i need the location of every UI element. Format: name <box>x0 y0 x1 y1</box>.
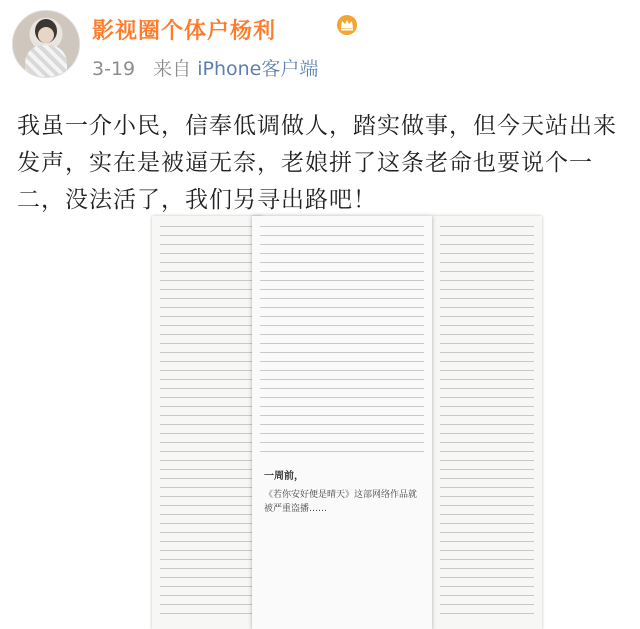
post-meta <box>92 54 318 81</box>
document-excerpt <box>264 464 422 516</box>
post-header <box>0 0 640 110</box>
post-date: 3-19 <box>92 58 136 80</box>
attached-document-image[interactable] <box>152 216 626 629</box>
post-text: 我虽一介小民，信奉低调做人，踏实做事，但今天站出来发声，实在是被逼无奈，老娘拼了这条老命也要说个一二，没法活了，我们另寻出路吧！ <box>17 113 617 213</box>
document-page-right <box>432 216 542 629</box>
avatar[interactable] <box>12 10 80 78</box>
text-lines <box>260 226 424 454</box>
avatar-body <box>25 45 67 78</box>
source-device[interactable]: iPhone客户端 <box>197 58 319 80</box>
avatar-face <box>38 27 54 43</box>
document-page-left <box>152 216 262 629</box>
document-heading: 一周前， <box>264 471 304 482</box>
username[interactable]: 影视圈个体户杨利 <box>92 19 277 44</box>
source-prefix: 来自 <box>153 58 192 80</box>
text-lines <box>160 226 254 619</box>
document-paragraph: 《若你安好便是晴天》这部网络作品就被严重盗播…… <box>264 490 418 514</box>
text-lines <box>440 226 534 619</box>
document-page-center <box>252 216 432 629</box>
crown-icon <box>336 14 358 36</box>
